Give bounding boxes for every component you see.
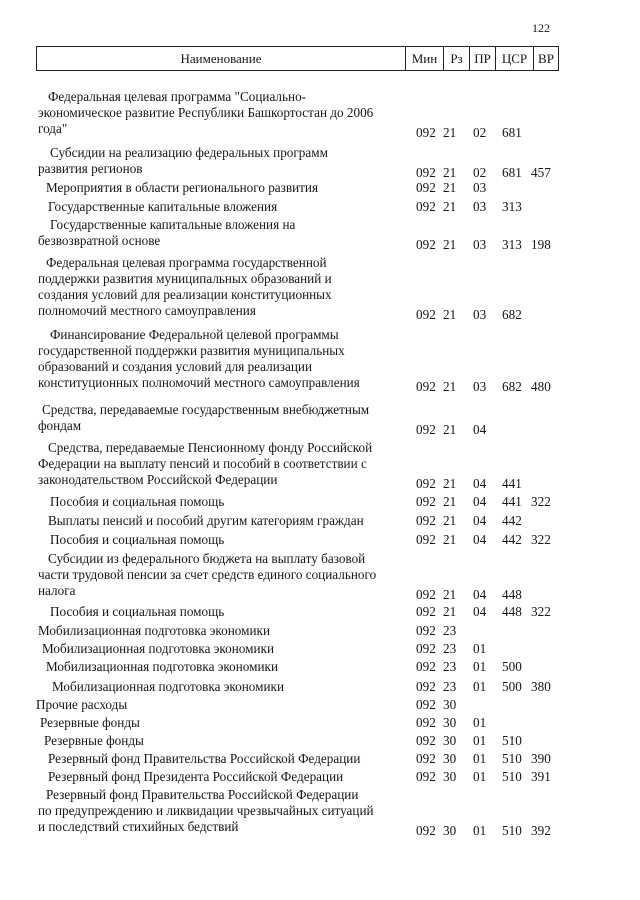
row-csr: 313 [502, 199, 522, 214]
row-name: налога [38, 583, 76, 598]
row-min: 092 [416, 125, 436, 140]
row-rz: 21 [443, 422, 457, 437]
row-pr: 02 [473, 125, 487, 140]
row-min: 092 [416, 604, 436, 619]
row-name: Государственные капитальные вложения [48, 199, 278, 214]
row-rz: 23 [443, 641, 457, 656]
row-vr: 391 [531, 769, 551, 784]
header-name: Наименование [180, 51, 262, 66]
row-vr: 198 [531, 237, 551, 252]
row-csr: 442 [502, 513, 522, 528]
row-min: 092 [416, 476, 436, 491]
row-pr: 04 [473, 422, 487, 437]
row-rz: 21 [443, 604, 457, 619]
row-name: безвозвратной основе [38, 233, 161, 248]
row-vr: 392 [531, 823, 551, 838]
row-pr: 04 [473, 604, 487, 619]
row-vr: 390 [531, 751, 551, 766]
row-min: 092 [416, 165, 436, 180]
row-min: 092 [416, 532, 436, 547]
row-min: 092 [416, 641, 436, 656]
row-rz: 21 [443, 494, 457, 509]
row-name: Субсидии на реализацию федеральных программ [50, 145, 328, 160]
row-min: 092 [416, 659, 436, 674]
row-name: конституционных полномочий местного самоуправления [38, 375, 360, 390]
row-rz: 21 [443, 379, 457, 394]
header-min: Мин [405, 47, 443, 70]
row-name: по предупреждению и ликвидации чрезвычайных ситуаций [38, 803, 374, 818]
row-rz: 21 [443, 532, 457, 547]
row-csr: 510 [502, 769, 522, 784]
row-pr: 01 [473, 715, 487, 730]
row-vr: 480 [531, 379, 551, 394]
row-vr: 322 [531, 532, 551, 547]
row-rz: 30 [443, 733, 457, 748]
row-vr: 457 [531, 165, 551, 180]
row-csr: 510 [502, 733, 522, 748]
row-csr: 442 [502, 532, 522, 547]
row-rz: 21 [443, 513, 457, 528]
row-vr: 380 [531, 679, 551, 694]
row-name: Средства, передаваемые государственным внебюджетным [42, 402, 370, 417]
row-name: Финансирование Федеральной целевой программы [50, 327, 339, 342]
row-rz: 23 [443, 659, 457, 674]
row-csr: 500 [502, 659, 522, 674]
row-rz: 23 [443, 679, 457, 694]
row-pr: 02 [473, 165, 487, 180]
row-rz: 23 [443, 623, 457, 638]
row-pr: 04 [473, 494, 487, 509]
row-name: экономическое развитие Республики Башкортостан до 2006 [38, 105, 374, 120]
row-min: 092 [416, 379, 436, 394]
row-name: фондам [38, 418, 82, 433]
row-min: 092 [416, 587, 436, 602]
row-pr: 03 [473, 180, 487, 195]
row-name: Мобилизационная подготовка экономики [42, 641, 275, 656]
row-min: 092 [416, 623, 436, 638]
row-csr: 682 [502, 379, 522, 394]
header-rz: Рз [443, 47, 469, 70]
row-name: Резервный фонд Правительства Российской Федерации [48, 751, 361, 766]
row-name: Средства, передаваемые Пенсионному фонду Российской [48, 440, 373, 455]
header-csr: ЦСР [495, 47, 533, 70]
header-vr: ВР [533, 47, 558, 70]
row-min: 092 [416, 769, 436, 784]
row-rz: 21 [443, 476, 457, 491]
row-name: образований и создания условий для реализации [38, 359, 313, 374]
row-csr: 441 [502, 476, 522, 491]
row-rz: 30 [443, 715, 457, 730]
row-name: Резервный фонд Правительства Российской Федерации [46, 787, 359, 802]
row-name: и последствий стихийных бедствий [38, 819, 239, 834]
row-rz: 30 [443, 769, 457, 784]
row-name: Федеральная целевая программа государственной [46, 255, 327, 270]
row-min: 092 [416, 237, 436, 252]
row-pr: 04 [473, 513, 487, 528]
header-pr: ПР [469, 47, 495, 70]
row-csr: 681 [502, 165, 522, 180]
row-name: Резервные фонды [44, 733, 144, 748]
row-min: 092 [416, 422, 436, 437]
row-rz: 21 [443, 237, 457, 252]
row-csr: 682 [502, 307, 522, 322]
row-rz: 21 [443, 199, 457, 214]
row-csr: 448 [502, 604, 522, 619]
row-name: Пособия и социальная помощь [50, 494, 225, 509]
row-csr: 500 [502, 679, 522, 694]
row-rz: 30 [443, 697, 457, 712]
row-name: Выплаты пенсий и пособий другим категориям граждан [48, 513, 364, 528]
page-number: 122 [532, 21, 550, 35]
row-name: Мероприятия в области регионального развития [46, 180, 319, 195]
row-vr: 322 [531, 604, 551, 619]
row-name: развития регионов [38, 161, 143, 176]
row-name: законодательством Российской Федерации [38, 472, 278, 487]
row-name: Федерации на выплату пенсий и пособий в соответствии с [38, 456, 367, 471]
row-pr: 01 [473, 679, 487, 694]
row-pr: 04 [473, 476, 487, 491]
row-csr: 681 [502, 125, 522, 140]
row-name: Пособия и социальная помощь [50, 532, 225, 547]
row-name: Мобилизационная подготовка экономики [46, 659, 279, 674]
row-rz: 21 [443, 180, 457, 195]
row-name: Прочие расходы [36, 697, 128, 712]
row-rz: 21 [443, 125, 457, 140]
row-rz: 21 [443, 587, 457, 602]
row-name: года" [38, 121, 68, 136]
row-vr: 322 [531, 494, 551, 509]
row-name: Пособия и социальная помощь [50, 604, 225, 619]
row-csr: 510 [502, 823, 522, 838]
row-rz: 30 [443, 823, 457, 838]
row-min: 092 [416, 513, 436, 528]
row-name: Федеральная целевая программа "Социально- [48, 89, 307, 104]
row-rz: 21 [443, 307, 457, 322]
row-name: части трудовой пенсии за счет средств единого социального [38, 567, 377, 582]
row-min: 092 [416, 751, 436, 766]
row-name: поддержки развития муниципальных образований и [38, 271, 332, 286]
row-pr: 01 [473, 733, 487, 748]
row-pr: 04 [473, 587, 487, 602]
row-name: государственной поддержки развития муниципальных [38, 343, 345, 358]
row-pr: 01 [473, 823, 487, 838]
row-min: 092 [416, 679, 436, 694]
row-min: 092 [416, 733, 436, 748]
row-name: Мобилизационная подготовка экономики [38, 623, 271, 638]
row-name: полномочий местного самоуправления [38, 303, 256, 318]
row-min: 092 [416, 715, 436, 730]
row-min: 092 [416, 823, 436, 838]
row-pr: 03 [473, 307, 487, 322]
row-pr: 01 [473, 769, 487, 784]
row-name: Субсидии из федерального бюджета на выплату базовой [48, 551, 366, 566]
row-pr: 01 [473, 659, 487, 674]
row-csr: 448 [502, 587, 522, 602]
row-min: 092 [416, 494, 436, 509]
row-csr: 441 [502, 494, 522, 509]
row-pr: 01 [473, 751, 487, 766]
row-min: 092 [416, 697, 436, 712]
row-name: Резервные фонды [40, 715, 140, 730]
row-csr: 510 [502, 751, 522, 766]
row-min: 092 [416, 199, 436, 214]
row-name: создания условий для реализации конституционных [38, 287, 332, 302]
row-rz: 21 [443, 165, 457, 180]
row-name: Резервный фонд Президента Российской Федерации [48, 769, 344, 784]
row-rz: 30 [443, 751, 457, 766]
row-csr: 313 [502, 237, 522, 252]
row-pr: 03 [473, 379, 487, 394]
row-min: 092 [416, 307, 436, 322]
row-pr: 03 [473, 199, 487, 214]
row-pr: 03 [473, 237, 487, 252]
row-pr: 04 [473, 532, 487, 547]
row-name: Государственные капитальные вложения на [50, 217, 296, 232]
row-pr: 01 [473, 641, 487, 656]
row-name: Мобилизационная подготовка экономики [52, 679, 285, 694]
row-min: 092 [416, 180, 436, 195]
